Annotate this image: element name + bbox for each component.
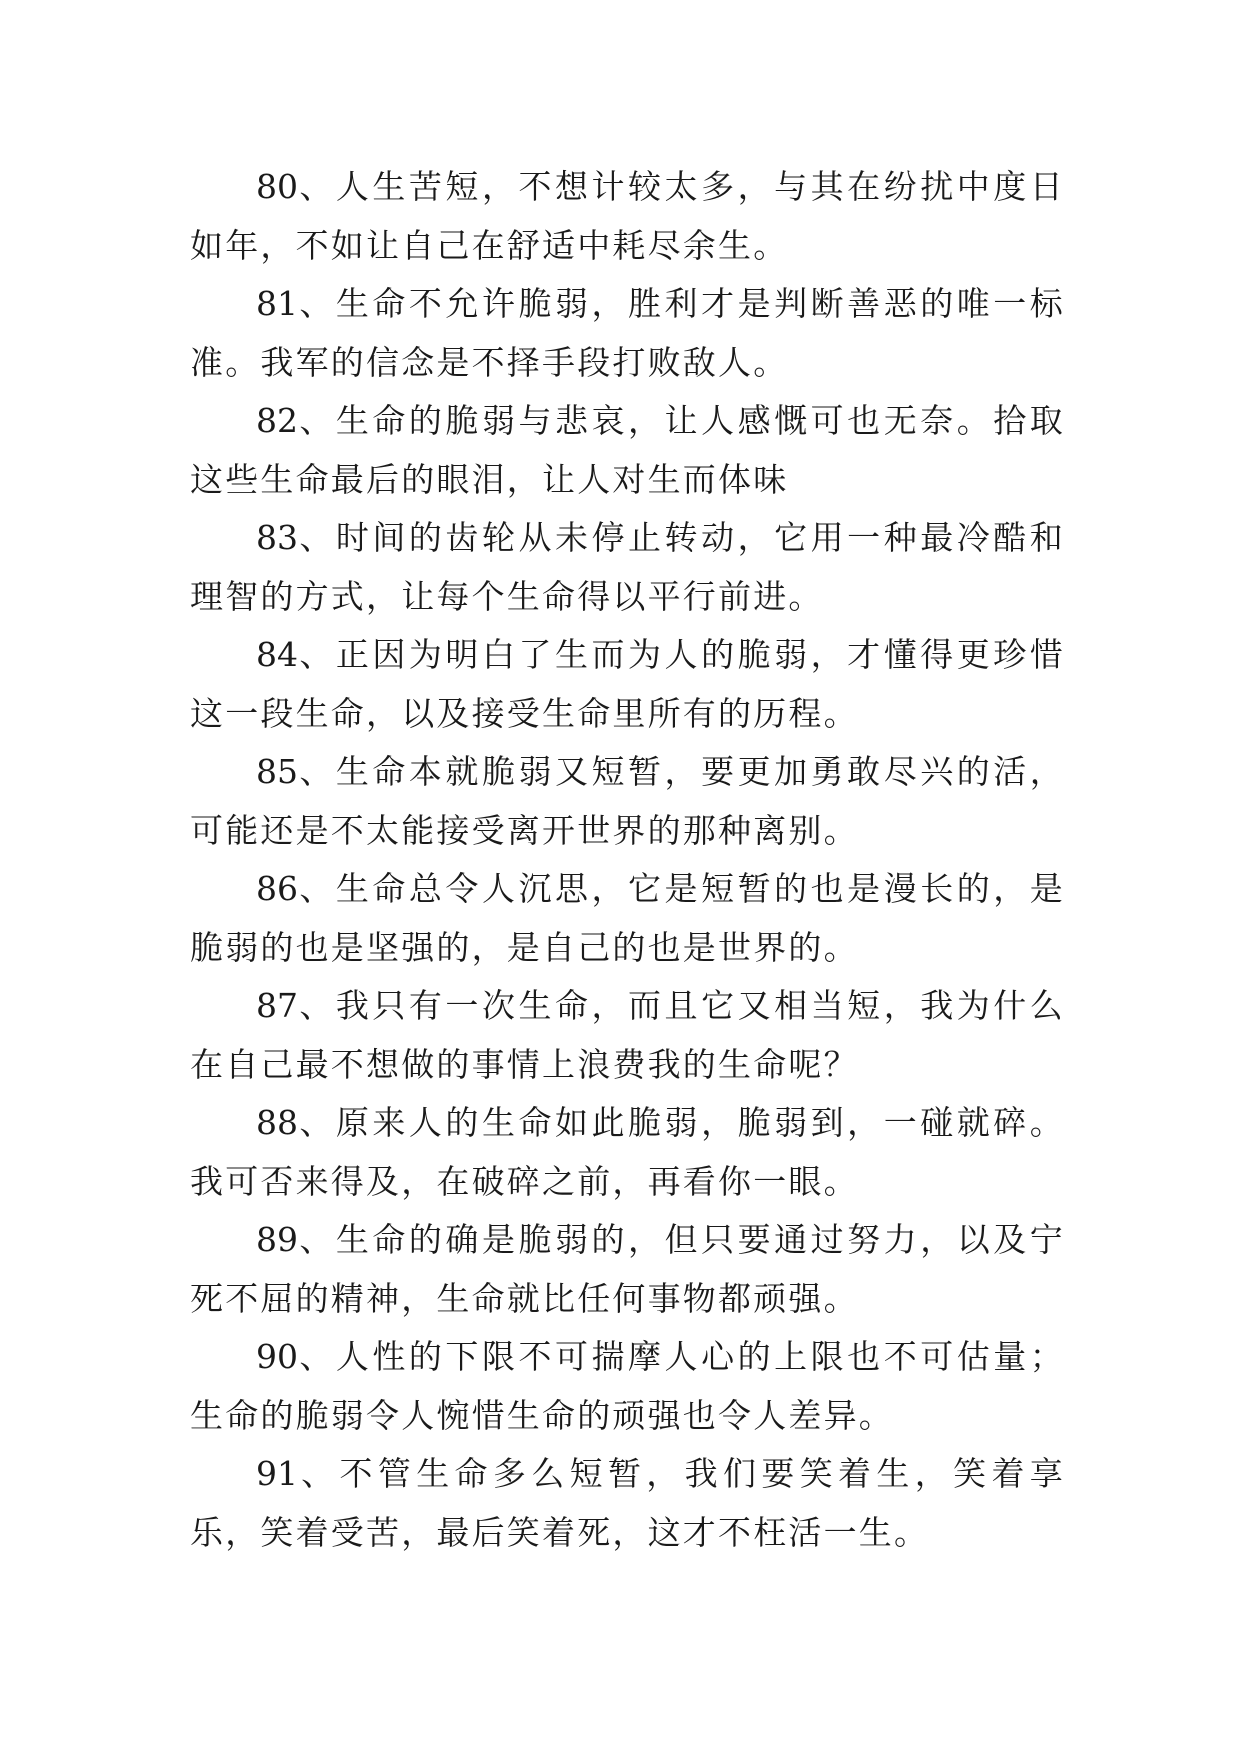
paragraph-text: 、生命不允许脆弱，胜利才是判断善恶的唯一标准。我军的信念是不择手段打败敌人。 bbox=[190, 284, 1065, 382]
paragraph-text: 、生命总令人沉思，它是短暂的也是漫长的，是脆弱的也是坚强的，是自己的也是世界的。 bbox=[190, 869, 1065, 967]
paragraph-86 bbox=[190, 860, 1065, 977]
paragraph-number: 87 bbox=[256, 986, 298, 1025]
paragraph-number: 89 bbox=[256, 1220, 298, 1259]
paragraph-85 bbox=[190, 743, 1065, 860]
paragraph-82 bbox=[190, 392, 1065, 509]
paragraph-text: 、生命的脆弱与悲哀，让人感慨可也无奈。拾取这些生命最后的眼泪，让人对生而体味 bbox=[190, 401, 1065, 499]
paragraph-number: 80 bbox=[256, 167, 298, 206]
paragraph-84 bbox=[190, 626, 1065, 743]
paragraph-number: 83 bbox=[256, 518, 298, 557]
paragraph-88 bbox=[190, 1094, 1065, 1211]
paragraph-text: 、原来人的生命如此脆弱，脆弱到，一碰就碎。我可否来得及，在破碎之前，再看你一眼。 bbox=[190, 1103, 1065, 1201]
paragraph-text: 、生命本就脆弱又短暂，要更加勇敢尽兴的活，可能还是不太能接受离开世界的那种离别。 bbox=[190, 752, 1065, 850]
paragraph-90 bbox=[190, 1328, 1065, 1445]
paragraph-number: 85 bbox=[256, 752, 298, 791]
paragraph-number: 90 bbox=[256, 1337, 298, 1376]
paragraph-text: 、不管生命多么短暂，我们要笑着生，笑着享乐，笑着受苦，最后笑着死，这才不枉活一生。 bbox=[190, 1454, 1065, 1552]
paragraph-text: 、时间的齿轮从未停止转动，它用一种最冷酷和理智的方式，让每个生命得以平行前进。 bbox=[190, 518, 1065, 616]
paragraph-text: 、正因为明白了生而为人的脆弱，才懂得更珍惜这一段生命，以及接受生命里所有的历程。 bbox=[190, 635, 1065, 733]
paragraph-number: 88 bbox=[256, 1103, 298, 1142]
paragraph-text: 、生命的确是脆弱的，但只要通过努力，以及宁死不屈的精神，生命就比任何事物都顽强。 bbox=[190, 1220, 1065, 1318]
paragraph-87 bbox=[190, 977, 1065, 1094]
paragraph-number: 81 bbox=[256, 284, 298, 323]
paragraph-number: 82 bbox=[256, 401, 298, 440]
paragraph-text: 、人生苦短，不想计较太多，与其在纷扰中度日如年，不如让自己在舒适中耗尽余生。 bbox=[190, 167, 1065, 265]
paragraph-text: 、人性的下限不可揣摩人心的上限也不可估量；生命的脆弱令人惋惜生命的顽强也令人差异。 bbox=[190, 1337, 1065, 1435]
document-body bbox=[190, 158, 1065, 1562]
paragraph-number: 91 bbox=[256, 1454, 298, 1493]
paragraph-81 bbox=[190, 275, 1065, 392]
paragraph-number: 84 bbox=[256, 635, 298, 674]
paragraph-number: 86 bbox=[256, 869, 298, 908]
paragraph-89 bbox=[190, 1211, 1065, 1328]
paragraph-80 bbox=[190, 158, 1065, 275]
paragraph-83 bbox=[190, 509, 1065, 626]
paragraph-text: 、我只有一次生命，而且它又相当短，我为什么在自己最不想做的事情上浪费我的生命呢？ bbox=[190, 986, 1065, 1084]
paragraph-91 bbox=[190, 1445, 1065, 1562]
